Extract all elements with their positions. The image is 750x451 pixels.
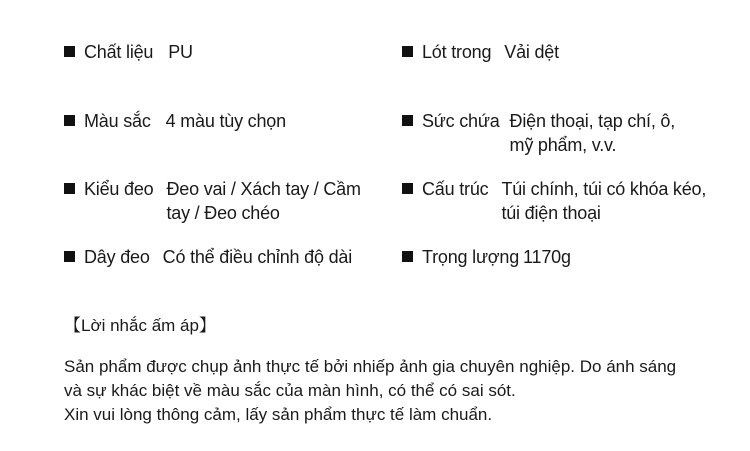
spec-label: Chất liệu — [84, 42, 154, 62]
spec-color — [64, 109, 286, 133]
spec-value: 4 màu tùy chọn — [165, 111, 286, 131]
spec-material — [64, 40, 193, 64]
spec-value: Điện thoại, tạp chí, ô, mỹ phẩm, v.v. — [509, 111, 676, 155]
notice-line: và sự khác biệt về màu sắc của màn hình, có thể có sai sót. — [64, 381, 516, 400]
spec-label: Trọng lượng — [422, 247, 520, 267]
spec-value: Có thể điều chỉnh độ dài — [162, 247, 352, 267]
square-bullet-icon — [402, 183, 413, 194]
spec-value: PU — [168, 42, 193, 62]
notice-line: Sản phẩm được chụp ảnh thực tế bởi nhiếp ảnh gia chuyên nghiệp. Do ánh sáng — [64, 357, 677, 376]
square-bullet-icon — [402, 115, 413, 126]
square-bullet-icon — [64, 251, 75, 262]
spec-strap — [64, 245, 352, 269]
spec-label: Dây đeo — [84, 247, 150, 267]
spec-structure — [402, 177, 731, 225]
spec-label: Lót trong — [422, 42, 492, 62]
spec-style — [64, 177, 376, 225]
notice-body — [64, 355, 724, 427]
square-bullet-icon — [64, 115, 75, 126]
spec-lining — [402, 40, 559, 64]
spec-label: Sức chứa — [422, 111, 500, 131]
spec-value: 1170g — [523, 247, 571, 267]
spec-value: Đeo vai / Xách tay / Cầm tay / Đeo chéo — [166, 179, 361, 223]
spec-label: Kiểu đeo — [84, 179, 154, 199]
spec-weight — [402, 245, 571, 269]
spec-capacity — [402, 109, 720, 157]
square-bullet-icon — [64, 46, 75, 57]
notice-title: 【Lời nhắc ấm áp】 — [64, 316, 216, 335]
spec-label: Màu sắc — [84, 111, 151, 131]
spec-value: Vải dệt — [504, 42, 559, 62]
square-bullet-icon — [402, 46, 413, 57]
square-bullet-icon — [402, 251, 413, 262]
square-bullet-icon — [64, 183, 75, 194]
spec-value: Túi chính, túi có khóa kéo, túi điện thoại — [501, 179, 707, 223]
notice-line: Xin vui lòng thông cảm, lấy sản phẩm thực tế làm chuẩn. — [64, 405, 493, 424]
spec-label: Cấu trúc — [422, 179, 489, 199]
